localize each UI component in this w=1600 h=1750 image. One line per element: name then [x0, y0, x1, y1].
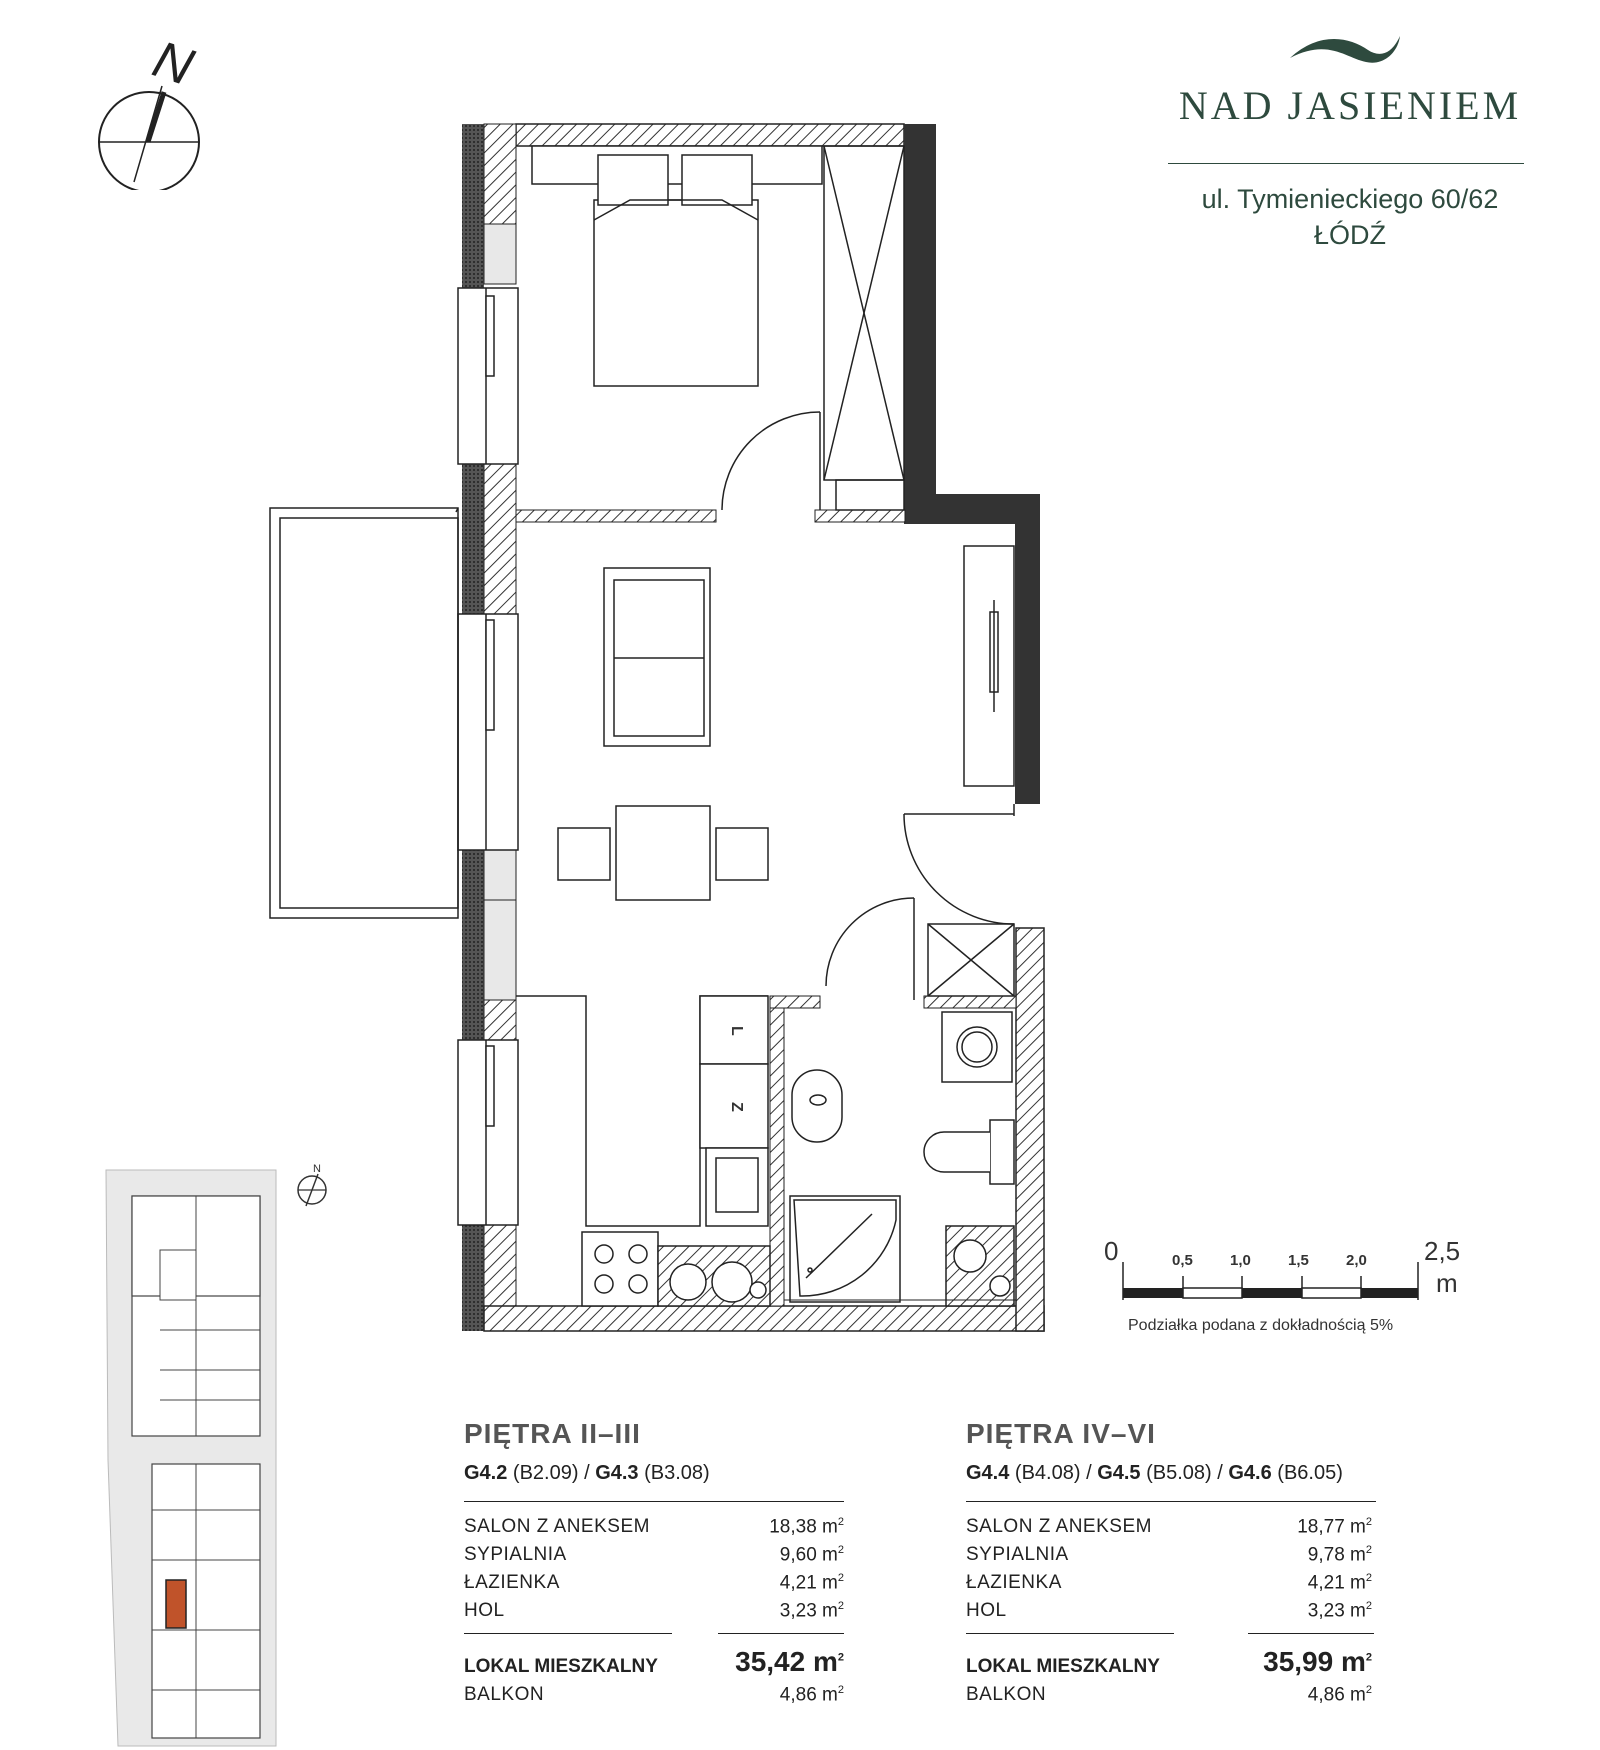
scale-note: Podziałka podana z dokładnością 5%	[1128, 1317, 1394, 1334]
unit-ref: (B5.08)	[1146, 1462, 1212, 1484]
divider	[966, 1633, 1174, 1634]
scale-start: 0	[1104, 1236, 1119, 1266]
room-label: HOL	[464, 1600, 505, 1621]
unit-codes: G4.4 (B4.08) / G4.5 (B5.08) / G4.6 (B6.05)	[966, 1462, 1343, 1484]
room-area: 4,21 $m^2$	[1307, 1572, 1372, 1594]
kitchen-label-l: L	[728, 1026, 745, 1036]
unit-ref: (B4.08)	[1014, 1462, 1081, 1484]
room-area: 9,78 $m^2$	[1307, 1544, 1372, 1566]
balcony-area: 4,86 $m^2$	[1307, 1684, 1372, 1706]
sink-unit	[658, 1246, 770, 1306]
room-area: 18,77 $m^2$	[1297, 1516, 1372, 1538]
divider	[464, 1633, 672, 1634]
total-area: 35,42 $m^2$	[735, 1646, 844, 1677]
scale-unit: m	[1436, 1268, 1458, 1298]
unit-ref: (B3.08)	[644, 1462, 710, 1484]
door-bathroom	[826, 898, 914, 1000]
room-label: HOL	[966, 1600, 1007, 1621]
wall-east-bedroom	[904, 124, 936, 524]
unit-code: G4.2	[464, 1462, 508, 1484]
wall-north	[516, 124, 904, 146]
scale-tick-1-0: 1,0	[1230, 1252, 1251, 1269]
total-label: LOKAL MIESZKALNY	[464, 1656, 658, 1677]
wall-east-living	[1015, 494, 1040, 804]
room-label: SALON Z ANEKSEM	[464, 1516, 650, 1537]
room-label: SALON Z ANEKSEM	[966, 1516, 1152, 1537]
section-title: PIĘTRA IV–VI	[966, 1418, 1156, 1449]
door-bedroom	[722, 412, 820, 510]
balcony-label: BALKON	[464, 1684, 545, 1705]
scale-bar	[1120, 1262, 1420, 1300]
room-label: SYPIALNIA	[966, 1544, 1069, 1565]
wardrobe	[824, 146, 904, 480]
toilet	[924, 1120, 1014, 1184]
unit-code: G4.3	[595, 1462, 639, 1484]
unit-ref: (B2.09)	[512, 1462, 579, 1484]
unit-codes: G4.2 (B2.09) / G4.3 (B3.08)	[464, 1462, 710, 1484]
divider	[464, 1501, 844, 1502]
scale-tick-0-5: 0,5	[1172, 1252, 1193, 1269]
brand-name: NAD JASIENIEM	[1178, 83, 1522, 128]
window-bedroom	[458, 288, 518, 464]
scale-end: 2,5	[1424, 1236, 1461, 1266]
room-area: 9,60 $m^2$	[779, 1544, 844, 1566]
room-area: 4,21 $m^2$	[779, 1572, 844, 1594]
balcony	[270, 508, 458, 918]
building-key-plan	[100, 1160, 340, 1750]
divider	[718, 1633, 844, 1634]
window-kitchen	[458, 1040, 518, 1225]
room-area: 18,38 $m^2$	[769, 1516, 844, 1538]
compass-n-label: N	[146, 30, 200, 98]
dining-table	[558, 806, 768, 900]
key-plan-compass-label: N	[313, 1163, 321, 1175]
address-street: ul. Tymienieckiego 60/62	[1201, 184, 1499, 214]
room-label: ŁAZIENKA	[966, 1572, 1062, 1593]
wall-south	[484, 1306, 1044, 1331]
cooktop	[582, 1232, 658, 1306]
total-area: 35,99 $m^2$	[1263, 1646, 1372, 1677]
unit-code: G4.5	[1097, 1462, 1141, 1484]
tv-unit	[964, 546, 1014, 786]
scale-tick-2-0: 2,0	[1346, 1252, 1367, 1269]
door-entrance	[904, 804, 1014, 924]
unit-code: G4.4	[966, 1462, 1010, 1484]
section-title: PIĘTRA II–III	[464, 1418, 641, 1449]
balcony-label: BALKON	[966, 1684, 1047, 1705]
shower	[790, 1196, 900, 1302]
washing-machine	[942, 1012, 1012, 1082]
room-area: 3,23 $m^2$	[779, 1600, 844, 1622]
installation-shaft	[928, 924, 1014, 996]
total-label: LOKAL MIESZKALNY	[966, 1656, 1160, 1677]
double-bed	[532, 146, 822, 386]
balcony-area: 4,86 $m^2$	[779, 1684, 844, 1706]
sofa	[604, 568, 710, 746]
unit-code: G4.6	[1228, 1462, 1272, 1484]
highlighted-apartment	[166, 1580, 186, 1628]
divider	[1248, 1633, 1374, 1634]
divider	[966, 1501, 1376, 1502]
boiler-unit	[946, 1226, 1014, 1306]
room-label: ŁAZIENKA	[464, 1572, 560, 1593]
room-label: SYPIALNIA	[464, 1544, 567, 1565]
wall-east-bathroom	[1016, 928, 1044, 1331]
address-city: ŁÓDŹ	[1313, 220, 1386, 250]
kitchen-label-z: Z	[728, 1102, 745, 1112]
room-area: 3,23 $m^2$	[1307, 1600, 1372, 1622]
washbasin	[792, 1070, 842, 1142]
unit-ref: (B6.05)	[1277, 1462, 1343, 1484]
scale-tick-1-5: 1,5	[1288, 1252, 1309, 1269]
window-living	[458, 614, 518, 850]
